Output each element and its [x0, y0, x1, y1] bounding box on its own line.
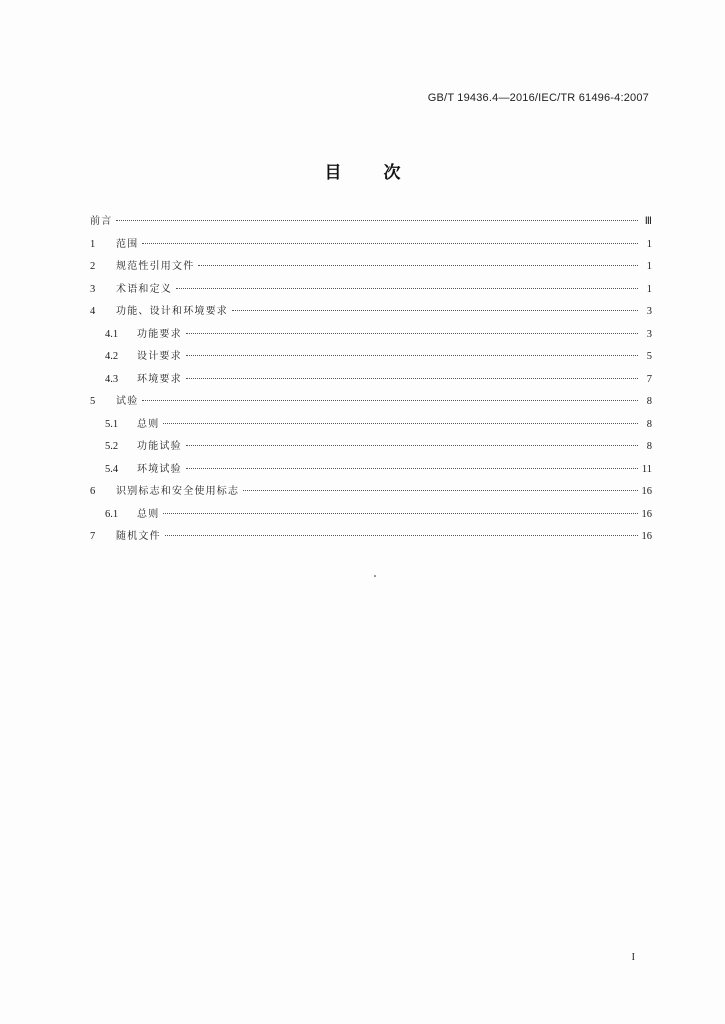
toc-entry-3[interactable] — [90, 280, 652, 303]
toc-entry-title: 总则 — [137, 508, 160, 520]
toc-entry-title: 功能要求 — [137, 328, 182, 340]
toc-entry-number: 6 — [90, 486, 96, 497]
table-of-contents — [90, 212, 652, 550]
toc-leader-dots — [163, 513, 637, 514]
toc-entry-page: 7 — [646, 373, 652, 385]
toc-leader-dots — [186, 445, 638, 446]
toc-entry-page: 8 — [646, 441, 652, 452]
toc-entry-title: 功能、设计和环境要求 — [116, 306, 228, 317]
toc-entry-number: 5 — [90, 396, 96, 407]
toc-entry-page: 1 — [646, 238, 652, 250]
toc-entry-5-4[interactable] — [90, 460, 652, 483]
toc-leader-dots — [165, 535, 638, 536]
toc-entry-page: 3 — [646, 328, 652, 340]
toc-leader-dots — [243, 490, 637, 491]
toc-leader-dots — [142, 243, 638, 244]
scan-speck — [374, 575, 376, 577]
toc-entry-page: 8 — [646, 396, 652, 407]
toc-entry-1[interactable] — [90, 235, 652, 258]
page-title — [0, 158, 725, 183]
toc-entry-title: 环境要求 — [137, 373, 182, 385]
toc-entry-title: 规范性引用文件 — [116, 261, 195, 272]
toc-entry-page: 16 — [641, 486, 652, 497]
toc-entry-2[interactable] — [90, 257, 652, 280]
toc-entry-6-1[interactable] — [90, 505, 652, 528]
toc-entry-number: 4.3 — [105, 373, 119, 385]
toc-entry-4-2[interactable] — [90, 347, 652, 370]
toc-entry-number: 3 — [90, 283, 96, 295]
toc-leader-dots — [116, 220, 638, 221]
standard-number: GB/T 19436.4—2016/IEC/TR 61496-4:2007 — [427, 92, 649, 104]
toc-entry-page: 1 — [646, 261, 652, 272]
toc-entry-title: 术语和定义 — [116, 283, 172, 295]
toc-entry-title: 功能试验 — [137, 441, 182, 452]
toc-entry-5-2[interactable] — [90, 437, 652, 460]
toc-entry-5-1[interactable] — [90, 415, 652, 438]
toc-entry-page: 16 — [641, 508, 652, 520]
toc-entry-title: 随机文件 — [116, 531, 161, 542]
toc-entry-title: 试验 — [116, 396, 139, 407]
toc-entry-foreword[interactable] — [90, 212, 652, 235]
page-number: I — [631, 952, 635, 963]
toc-entry-number: 5.2 — [105, 441, 119, 452]
toc-entry-page: 3 — [646, 306, 652, 317]
toc-leader-dots — [186, 378, 638, 379]
toc-entry-title: 环境试验 — [137, 463, 182, 475]
toc-entry-7[interactable] — [90, 527, 652, 550]
toc-entry-number: 2 — [90, 261, 96, 272]
toc-entry-page: Ⅲ — [644, 216, 652, 227]
toc-leader-dots — [176, 288, 638, 289]
toc-leader-dots — [142, 400, 638, 401]
toc-entry-number: 4.1 — [105, 328, 119, 340]
toc-entry-number: 5.1 — [105, 418, 119, 430]
toc-leader-dots — [198, 265, 638, 266]
toc-entry-page: 11 — [641, 463, 652, 475]
toc-entry-title: 设计要求 — [137, 351, 182, 362]
toc-leader-dots — [186, 468, 638, 469]
toc-entry-title: 前言 — [90, 216, 113, 227]
toc-entry-page: 5 — [646, 351, 652, 362]
toc-entry-number: 4 — [90, 306, 96, 317]
toc-entry-number: 4.2 — [105, 351, 119, 362]
toc-entry-4[interactable] — [90, 302, 652, 325]
toc-leader-dots — [186, 333, 638, 334]
toc-entry-page: 8 — [646, 418, 652, 430]
toc-entry-4-1[interactable] — [90, 325, 652, 348]
toc-leader-dots — [163, 423, 638, 424]
toc-entry-number: 7 — [90, 531, 96, 542]
toc-leader-dots — [232, 310, 638, 311]
toc-entry-number: 6.1 — [105, 508, 119, 520]
toc-entry-4-3[interactable] — [90, 370, 652, 393]
toc-entry-6[interactable] — [90, 482, 652, 505]
toc-entry-title: 范围 — [116, 238, 139, 250]
toc-entry-number: 5.4 — [105, 463, 119, 475]
toc-leader-dots — [186, 355, 638, 356]
toc-entry-page: 16 — [641, 531, 652, 542]
toc-entry-page: 1 — [646, 283, 652, 295]
toc-entry-5[interactable] — [90, 392, 652, 415]
title-char-2: 次 — [383, 163, 401, 183]
toc-entry-title: 识别标志和安全使用标志 — [116, 486, 240, 497]
title-char-1: 目 — [324, 163, 342, 183]
toc-entry-number: 1 — [90, 238, 96, 250]
toc-entry-title: 总则 — [137, 418, 160, 430]
